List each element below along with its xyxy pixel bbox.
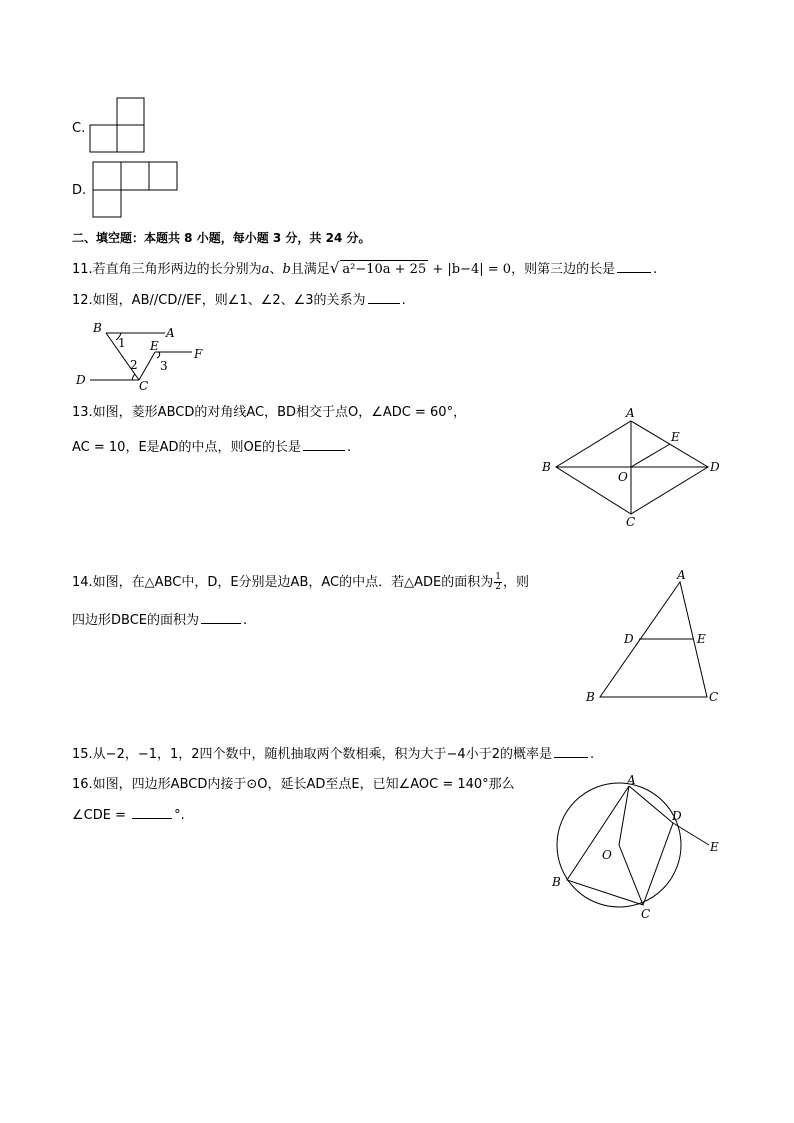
fraction-one-half: $\frac{1}{2}$ — [495, 572, 501, 592]
option-c-label: C. — [72, 121, 86, 136]
label-D: D — [672, 809, 682, 823]
label-A: A — [627, 773, 636, 787]
question-12: 12.如图，AB//CD//EF，则∠1、∠2、∠3的关系为 . — [72, 293, 406, 308]
label-B: B — [586, 690, 595, 704]
label-D: D — [710, 460, 720, 474]
label-C: C — [709, 690, 719, 704]
label-D: D — [624, 632, 634, 646]
question-16-line2: ∠CDE = °. — [72, 808, 185, 823]
label-C: C — [641, 907, 651, 921]
label-B: B — [552, 875, 561, 889]
label-F: F — [194, 347, 203, 361]
q12-parallel-lines-figure — [72, 318, 222, 396]
question-13-line2: AC = 10，E是AD的中点，则OE的长是 . — [72, 440, 352, 455]
label-E: E — [697, 632, 706, 646]
label-C: C — [139, 379, 149, 393]
label-B: B — [542, 460, 551, 474]
label-A: A — [166, 326, 175, 340]
section-heading: 二、填空题：本题共 8 小题，每小题 3 分，共 24 分。 — [72, 231, 371, 245]
q16-circle-figure — [545, 772, 725, 922]
label-O: O — [602, 848, 612, 862]
angle-3-label: 3 — [160, 359, 168, 373]
answer-blank-16[interactable] — [132, 806, 172, 819]
label-D: D — [76, 373, 86, 387]
label-A: A — [677, 568, 686, 582]
option-d-net-figure — [91, 161, 181, 221]
question-14-line1: 14.如图，在△ABC中，D，E分别是边AB，AC的中点．若△ADE的面积为 $\frac{1}{2}$ ，则 — [72, 572, 529, 592]
answer-blank-15[interactable] — [554, 745, 588, 758]
answer-blank-14[interactable] — [201, 611, 241, 624]
label-O: O — [618, 470, 628, 484]
q13-rhombus-figure — [538, 402, 728, 537]
option-c-net-figure — [88, 97, 148, 157]
answer-blank-11[interactable] — [617, 260, 651, 273]
label-E: E — [710, 840, 719, 854]
answer-blank-13[interactable] — [303, 438, 345, 451]
label-C: C — [626, 515, 636, 529]
answer-blank-12[interactable] — [368, 291, 400, 304]
angle-2-label: 2 — [130, 358, 138, 372]
question-13-line1: 13.如图，菱形ABCD的对角线AC，BD相交于点O，∠ADC = 60°， — [72, 405, 467, 420]
question-16-line1: 16.如图，四边形ABCD内接于⊙O，延长AD至点E，已知∠AOC = 140°那么 — [72, 777, 515, 792]
angle-1-label: 1 — [118, 336, 126, 350]
label-E: E — [671, 430, 680, 444]
question-11: 11.若直角三角形两边的长分别为a、b且满足√ a²−10a + 25 + |b−4| = 0，则第三边的长是 . — [72, 259, 658, 277]
question-14-line2: 四边形DBCE的面积为 . — [72, 613, 248, 628]
label-E: E — [150, 339, 159, 353]
option-d-label: D. — [72, 183, 87, 198]
q14-triangle-figure — [580, 566, 730, 708]
question-15: 15.从−2，−1，1，2四个数中，随机抽取两个数相乘，积为大于−4小于2的概率是 . — [72, 747, 595, 762]
label-B: B — [93, 321, 102, 335]
label-A: A — [626, 406, 635, 420]
